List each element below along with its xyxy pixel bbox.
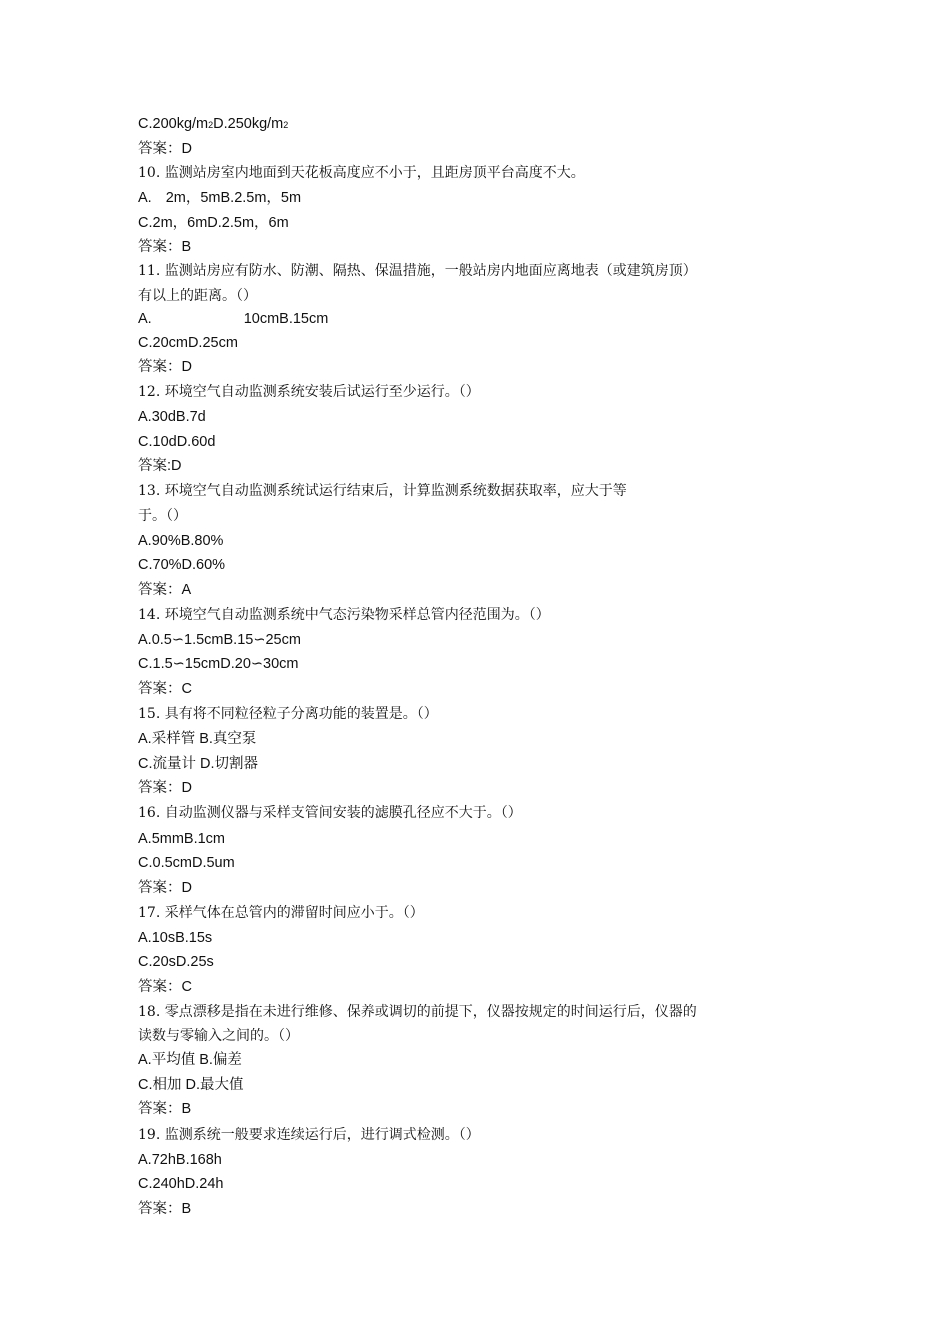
q16-options-cd: C.0.5cmD.5um — [138, 855, 235, 871]
q10-option-ab-text: 2m，5mB.2.5m，5m — [165, 190, 302, 206]
q18-stem-line1: 18. 零点漂移是指在未进行维修、保养或调切的前提下，仪器按规定的时间运行后，仪器的 — [138, 1004, 697, 1020]
q18-options-ab: A.平均值 B.偏差 — [138, 1052, 242, 1068]
q9-option-c-subscript: 2 — [208, 120, 214, 130]
q11-option-a-label: A. — [138, 311, 152, 327]
q9-option-d: D.250kg/m — [213, 116, 284, 132]
q19-options-ab: A.72hB.168h — [138, 1152, 222, 1168]
q9-option-d-subscript: 2 — [283, 120, 289, 130]
q9-option-c: C.200kg/m — [138, 116, 209, 132]
q18-options-cd: C.相加 D.最大值 — [138, 1077, 244, 1093]
q10-options-cd: C.2m，6mD.2.5m，6m — [138, 215, 289, 231]
q14-stem: 14. 环境空气自动监测系统中气态污染物采样总管内径范围为。（） — [138, 607, 550, 623]
q12-options-cd: C.10dD.60d — [138, 434, 216, 450]
q12-stem: 12. 环境空气自动监测系统安装后试运行至少运行。（） — [138, 384, 480, 400]
q10-options-ab — [138, 188, 301, 208]
q14-answer: 答案：C — [138, 681, 192, 697]
q15-options-cd: C.流量计 D.切割器 — [138, 756, 259, 772]
q16-stem: 16. 自动监测仪器与采样支管间安装的滤膜孔径应不大于。（） — [138, 805, 522, 821]
q9-answer: 答案：D — [138, 141, 192, 157]
q15-answer: 答案：D — [138, 780, 192, 796]
q13-options-cd: C.70%D.60% — [138, 557, 226, 573]
q19-options-cd: C.240hD.24h — [138, 1176, 224, 1192]
q11-stem-line2: 有以上的距离。（） — [138, 288, 257, 304]
q9-options-cd — [138, 114, 288, 134]
q17-answer: 答案：C — [138, 979, 192, 995]
q11-options-ab — [138, 309, 328, 329]
q10-option-a-label: A. — [138, 190, 152, 206]
q11-answer: 答案：D — [138, 359, 192, 375]
q10-answer: 答案：B — [138, 239, 192, 255]
q10-stem: 10. 监测站房室内地面到天花板高度应不小于，且距房顶平台高度不大。 — [138, 165, 585, 181]
q12-answer: 答案:D — [138, 458, 182, 474]
q17-options-ab: A.10sB.15s — [138, 930, 213, 946]
q18-stem-line2: 读数与零输入之间的。（） — [138, 1028, 299, 1044]
q19-answer: 答案：B — [138, 1201, 192, 1217]
q11-stem-line1: 11. 监测站房应有防水、防潮、隔热、保温措施，一般站房内地面应离地表（或建筑房顶） — [138, 263, 697, 279]
q13-stem-line2: 于。（） — [138, 508, 187, 524]
q16-options-ab: A.5mmB.1cm — [138, 831, 226, 847]
q15-stem: 15. 具有将不同粒径粒子分离功能的装置是。（） — [138, 706, 438, 722]
q14-options-ab: A.0.5∽1.5cmB.15∽25cm — [138, 632, 301, 648]
q13-answer: 答案：A — [138, 582, 192, 598]
q11-option-ab-text: 10cmB.15cm — [243, 311, 329, 327]
q11-options-cd: C.20cmD.25cm — [138, 335, 238, 351]
q13-options-ab: A.90%B.80% — [138, 533, 224, 549]
q16-answer: 答案：D — [138, 880, 192, 896]
q18-answer: 答案：B — [138, 1101, 192, 1117]
q17-options-cd: C.20sD.25s — [138, 954, 214, 970]
q12-options-ab: A.30dB.7d — [138, 409, 206, 425]
q15-options-ab: A.采样管 B.真空泵 — [138, 731, 257, 747]
q14-options-cd: C.1.5∽15cmD.20∽30cm — [138, 656, 299, 672]
q17-stem: 17. 采样气体在总管内的滞留时间应小于。（） — [138, 905, 424, 921]
q19-stem: 19. 监测系统一般要求连续运行后，进行调式检测。（） — [138, 1127, 480, 1143]
q13-stem-line1: 13. 环境空气自动监测系统试运行结束后，计算监测系统数据获取率，应大于等 — [138, 483, 627, 499]
